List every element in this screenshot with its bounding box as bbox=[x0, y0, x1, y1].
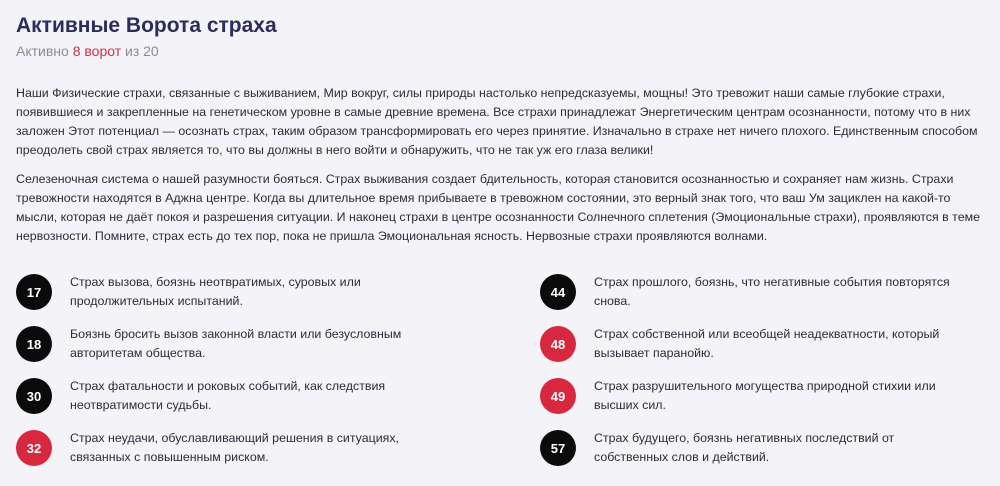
gate-description: Страх разрушительного могущества природной стихии или высших сил. bbox=[594, 379, 936, 412]
intro-paragraph-2: Селезеночная система о нашей разумности бояться. Страх выживания создает бдительность, которая становится осознанностью и сохраняет нам жизнь. Страхи тревожности находятся в Аджна центре. Когда вы длительное время прибываете в тревожном состоянии, это верный знак того, что ваш Ум зациклен на какой-то мысли, которая не даёт покоя и разрешения ситуации. И наконец страхи в центре осознанности Солнечного сплетения (Эмоциональные страхи), проявляются в теме нервозности. Помните, страх есть до тех пор, пока не пришла Эмоциональная ясность. Нервозные страхи проявляются волнами. bbox=[16, 172, 981, 243]
status-suffix: из 20 bbox=[125, 43, 159, 59]
gate-number-badge: 57 bbox=[540, 430, 576, 466]
gate-item-30 bbox=[16, 374, 446, 418]
gate-description: Страх вызова, боязнь неотвратимых, суровых или продолжительных испытаний. bbox=[70, 275, 361, 308]
gate-description: Страх прошлого, боязнь, что негативные события повторятся снова. bbox=[594, 275, 950, 308]
gate-number-badge: 32 bbox=[16, 430, 52, 466]
gate-number-badge: 44 bbox=[540, 274, 576, 310]
gate-description: Страх будущего, боязнь негативных последствий от собственных слов и действий. bbox=[594, 431, 895, 464]
active-count: 8 ворот bbox=[72, 43, 122, 59]
gate-number-badge: 30 bbox=[16, 378, 52, 414]
gate-item-49 bbox=[540, 374, 970, 418]
content bbox=[16, 12, 986, 246]
gate-item-32 bbox=[16, 426, 446, 470]
gate-description: Боязнь бросить вызов законной власти или безусловным авторитетам общества. bbox=[70, 327, 402, 360]
gate-number-badge: 17 bbox=[16, 274, 52, 310]
gate-description: Страх фатальности и роковых событий, как следствия неотвратимости судьбы. bbox=[70, 379, 386, 412]
page-title: Активные Ворота страха bbox=[16, 14, 277, 37]
status-prefix: Активно bbox=[16, 43, 69, 59]
gate-item-57 bbox=[540, 426, 970, 470]
gate-item-48 bbox=[540, 322, 970, 366]
gate-number-badge: 49 bbox=[540, 378, 576, 414]
gate-description: Страх неудачи, обуславливающий решения в ситуациях, связанных с повышенным риском. bbox=[70, 431, 399, 464]
gate-item-18 bbox=[16, 322, 446, 366]
gate-number-badge: 48 bbox=[540, 326, 576, 362]
gate-number-badge: 18 bbox=[16, 326, 52, 362]
intro-paragraph-1: Наши Физические страхи, связанные с выживанием, Мир вокруг, силы природы настолько непредсказуемы, мощны! Это тревожит наши самые глубокие страхи, появившиеся и закрепленные на генетическом уровне в самые древние времена. Все страхи принадлежат Энергетическим центрам осознанности, потому что в них заложен Этот потенциал — осознать страх, таким образом трансформировать его через принятие. Изначально в страхе нет ничего плохого. Единственным способом преодолеть свой страх является то, что вы должны в него войти и обнаружить, что не так уж его глаза велики! bbox=[16, 86, 978, 157]
gate-item-17 bbox=[16, 270, 446, 314]
gate-description: Страх собственной или всеобщей неадекватности, который вызывает паранойю. bbox=[594, 327, 940, 360]
gate-item-44 bbox=[540, 270, 970, 314]
status-line bbox=[16, 42, 986, 60]
